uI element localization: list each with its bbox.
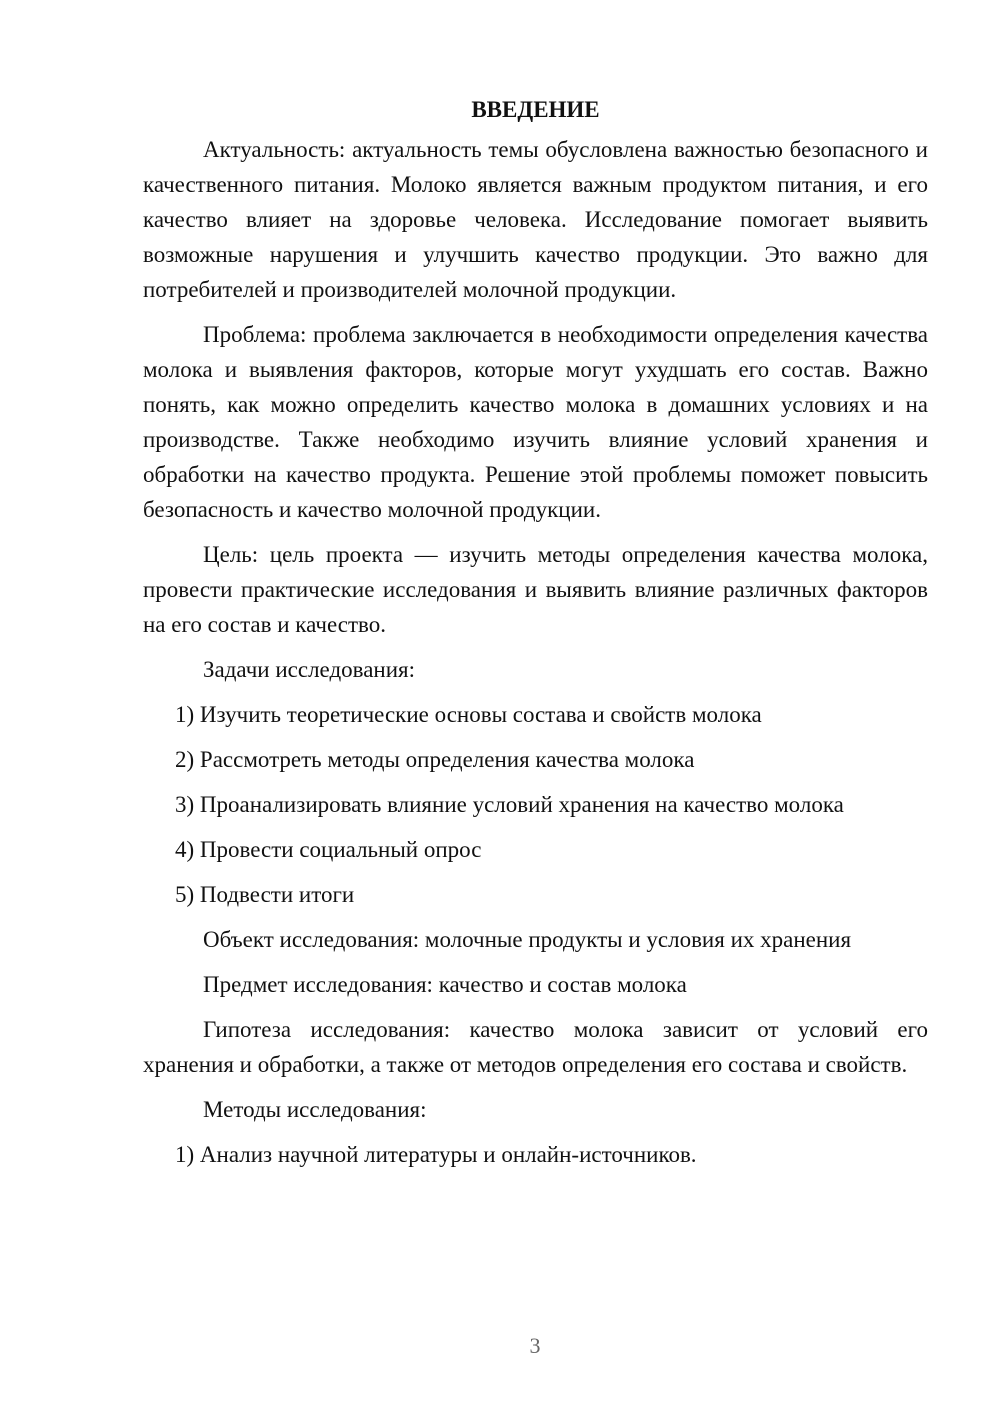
document-body (143, 92, 928, 1182)
tasks-title: Задачи исследования: (203, 657, 416, 682)
relevance-paragraph: Актуальность: актуальность темы обусловлена важностью безопасного и качественного питания. Молоко является важным продуктом питания, и его качество влияет на здоровье человека. Исследование помогает выявить возможные нарушения и улучшить качество продукции. Это важно для потребителей и производителей молочной продукции. (143, 137, 928, 302)
problem-paragraph: Проблема: проблема заключается в необходимости определения качества молока и выявления факторов, которые могут ухудшать его состав. Важно понять, как можно определить качество молока в домашних условиях и на производстве. Также необходимо изучить влияние условий хранения и обработки на качество продукта. Решение этой проблемы поможет повысить безопасность и качество молочной продукции. (143, 322, 928, 522)
goal-paragraph: Цель: цель проекта — изучить методы определения качества молока, провести практические исследования и выявить влияние различных факторов на его состав и качество. (143, 542, 928, 637)
task-item: 3) Проанализировать влияние условий хранения на качество молока (175, 792, 844, 817)
method-item: 1) Анализ научной литературы и онлайн-источников. (175, 1142, 697, 1167)
task-item: 2) Рассмотреть методы определения качества молока (175, 747, 695, 772)
methods-list (143, 1137, 928, 1172)
research-object: Объект исследования: молочные продукты и условия их хранения (203, 927, 852, 952)
research-subject: Предмет исследования: качество и состав молока (203, 972, 687, 997)
tasks-list (143, 697, 928, 912)
hypothesis-paragraph: Гипотеза исследования: качество молока зависит от условий его хранения и обработки, а также от методов определения его состава и свойств. (143, 1017, 928, 1077)
methods-title: Методы исследования: (203, 1097, 427, 1122)
task-item: 5) Подвести итоги (175, 882, 355, 907)
task-item: 1) Изучить теоретические основы состава и свойств молока (175, 702, 762, 727)
task-item: 4) Провести социальный опрос (175, 837, 482, 862)
section-heading: ВВЕДЕНИЕ (471, 97, 600, 122)
page-number: 3 (529, 1333, 541, 1358)
